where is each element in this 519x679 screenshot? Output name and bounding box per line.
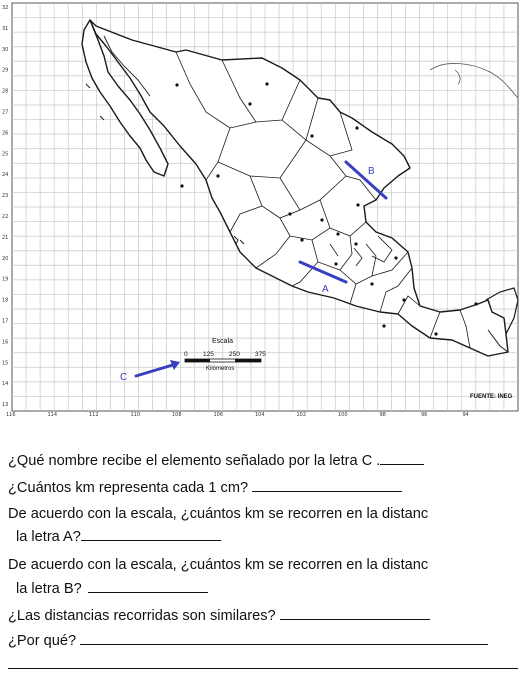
scale-tick-375: 375 xyxy=(255,351,266,358)
answer-1-field[interactable] xyxy=(380,451,424,465)
question-6 xyxy=(8,631,488,650)
latitude-label: 32 xyxy=(2,5,9,11)
capital-star-icon xyxy=(402,298,405,301)
longitude-label: 96 xyxy=(421,412,428,418)
question-4-text2: la letra B? xyxy=(16,581,82,597)
question-1 xyxy=(8,451,424,470)
question-2 xyxy=(8,478,402,497)
latitude-label: 26 xyxy=(2,130,9,137)
capital-star-icon xyxy=(394,256,397,259)
latitude-label: 20 xyxy=(2,255,9,262)
longitude-label: 106 xyxy=(213,412,224,418)
latitude-label: 27 xyxy=(2,109,9,116)
longitude-label: 108 xyxy=(172,412,182,418)
latitude-label: 13 xyxy=(2,402,9,409)
scale-unit: Kilómetros xyxy=(206,366,235,372)
latitude-label: 19 xyxy=(2,276,9,283)
capital-star-icon xyxy=(248,102,251,105)
latitude-label: 18 xyxy=(2,297,9,304)
question-3-text: De acuerdo con la escala, ¿cuántos km se recorren en la distanc xyxy=(8,506,429,522)
capital-star-icon xyxy=(370,282,373,285)
question-6-text: ¿Por qué? xyxy=(8,633,77,649)
capital-star-icon xyxy=(382,324,385,327)
capital-star-icon xyxy=(288,212,291,215)
scale-title: Escala xyxy=(212,338,234,345)
question-1-text: ¿Qué nombre recibe el elemento señalado por la letra C . xyxy=(8,453,381,469)
label-a: A xyxy=(322,284,329,295)
longitude-label: 102 xyxy=(296,412,307,418)
capital-star-icon xyxy=(354,242,357,245)
latitude-label: 14 xyxy=(2,381,9,388)
question-2-text: ¿Cuántos km representa cada 1 cm? xyxy=(8,480,249,496)
scale-tick-125: 125 xyxy=(203,351,214,358)
question-4-cont xyxy=(16,579,208,598)
capital-star-icon xyxy=(474,302,477,305)
answer-4-field[interactable] xyxy=(88,579,208,593)
scale-tick-0: 0 xyxy=(184,351,188,358)
capital-star-icon xyxy=(265,82,268,85)
longitude-label: 116 xyxy=(6,412,16,418)
capital-star-icon xyxy=(216,174,219,177)
capital-star-icon xyxy=(320,218,323,221)
question-4-text: De acuerdo con la escala, ¿cuántos km se recorren en la distanc xyxy=(8,557,429,573)
longitude-label: 104 xyxy=(255,412,265,418)
latitude-label: 16 xyxy=(2,339,9,346)
capital-star-icon xyxy=(336,232,339,235)
question-3 xyxy=(8,505,428,523)
latitude-label: 21 xyxy=(2,234,9,241)
question-5 xyxy=(8,606,430,625)
answer-6-field[interactable] xyxy=(80,631,488,645)
latitude-label: 25 xyxy=(2,151,9,158)
capital-star-icon xyxy=(355,126,358,129)
latitude-label: 29 xyxy=(2,67,9,74)
capital-star-icon xyxy=(356,203,359,206)
capital-star-icon xyxy=(180,184,183,187)
question-5-text: ¿Las distancias recorridas son similares? xyxy=(8,608,276,624)
capital-star-icon xyxy=(334,262,337,265)
capital-star-icon xyxy=(300,238,303,241)
latitude-label: 22 xyxy=(2,214,9,220)
latitude-label: 24 xyxy=(2,172,9,179)
latitude-label: 17 xyxy=(2,318,9,325)
label-b: B xyxy=(368,166,375,177)
latitude-label: 23 xyxy=(2,193,9,200)
question-3-text2: la letra A? xyxy=(16,529,81,545)
answer-5-field[interactable] xyxy=(280,606,430,620)
answer-6-extra-line[interactable] xyxy=(8,668,518,669)
latitude-label: 28 xyxy=(2,88,9,95)
question-4 xyxy=(8,556,428,574)
capital-star-icon xyxy=(434,332,437,335)
longitude-label: 94 xyxy=(462,412,469,418)
longitude-label: 100 xyxy=(338,412,348,418)
capital-star-icon xyxy=(175,83,178,86)
label-c: C xyxy=(120,372,128,383)
longitude-label: 112 xyxy=(89,412,99,418)
answer-2-field[interactable] xyxy=(252,478,402,492)
longitude-label: 114 xyxy=(47,412,58,418)
longitude-label: 110 xyxy=(130,412,141,418)
answer-3-field[interactable] xyxy=(81,527,221,541)
capital-star-icon xyxy=(310,134,313,137)
question-3-cont xyxy=(16,527,221,546)
latitude-label: 31 xyxy=(2,25,9,32)
longitude-label: 98 xyxy=(379,412,386,418)
scale-tick-250: 250 xyxy=(229,351,240,358)
latitude-label: 30 xyxy=(2,46,9,53)
map-source: FUENTE: INEG xyxy=(470,394,513,400)
latitude-label: 15 xyxy=(2,360,9,367)
